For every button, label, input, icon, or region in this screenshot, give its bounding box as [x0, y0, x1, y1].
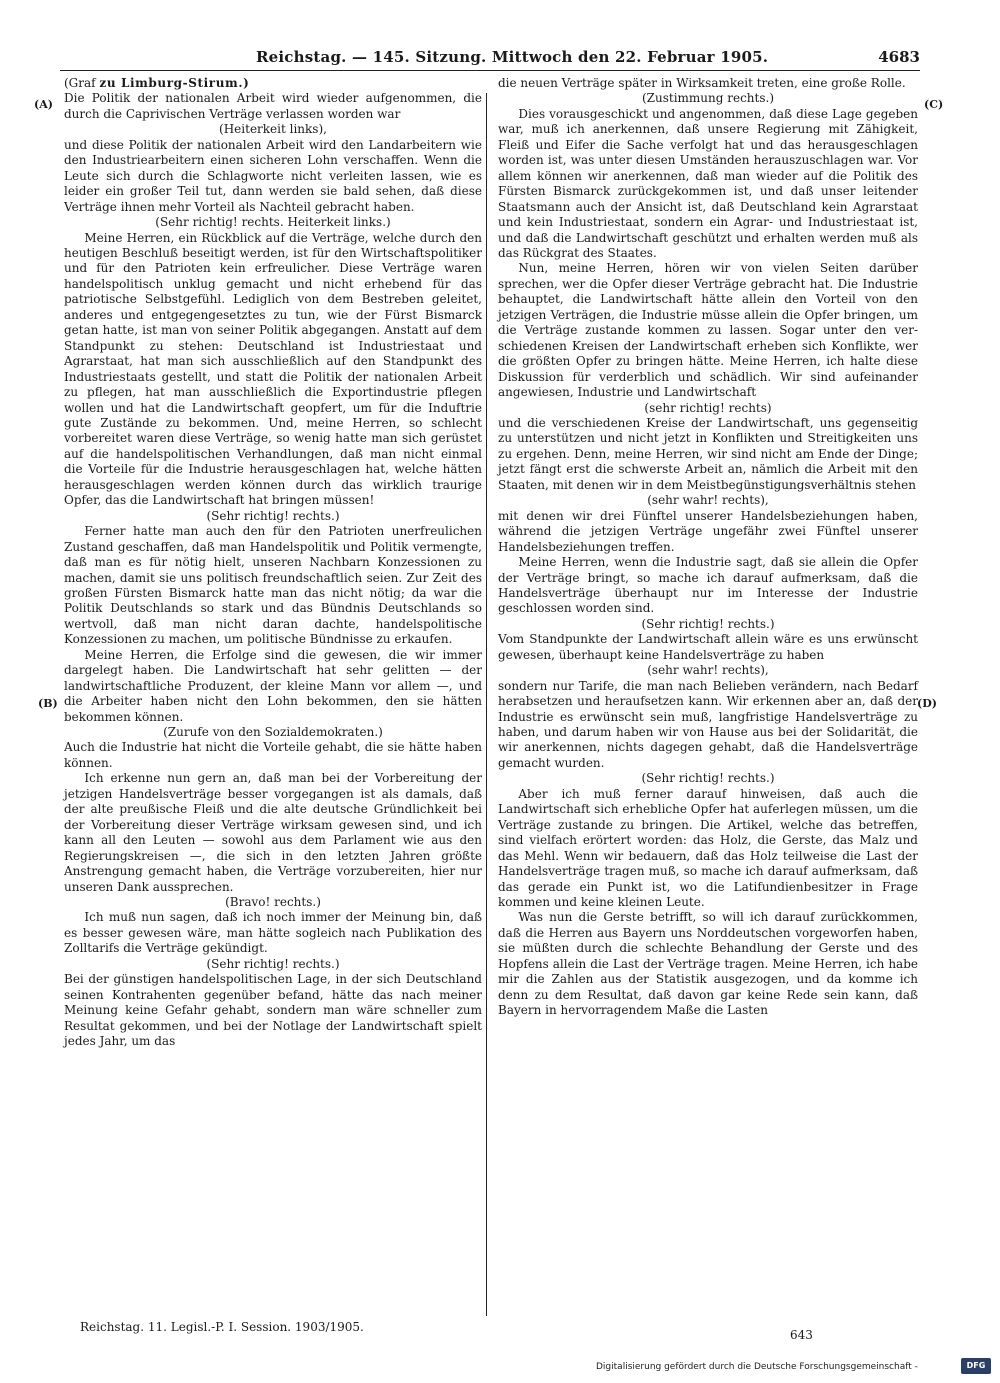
- interjection: (Sehr richtig! rechts.): [206, 508, 340, 523]
- margin-marker-d: (D): [917, 697, 937, 710]
- interjection: (sehr wahr! rechts),: [647, 493, 769, 508]
- interjection: (Sehr richtig! rechts.): [641, 771, 775, 786]
- paragraph: und die verschiedenen Kreise der Landwirtschaft, uns gegenseitig zu unterstützen und nicht jetzt in Konflikten und Streitigkeiten uns zu ergehen. Denn, meine Herren, wir sind nicht am Ende der Dinge; jetzt fängt erst die schwerste Arbeit an, nämlich die Arbeit mit den Staaten, mit denen wir in dem Meistbegünstigungsverhältnis stehen: [498, 415, 918, 492]
- paragraph: die neuen Verträge später in Wirksamkeit treten, eine große Rolle.: [498, 76, 906, 90]
- interjection: (Sehr richtig! rechts.): [641, 616, 775, 631]
- paragraph: Meine Herren, ein Rückblick auf die Verträge, welche durch den heutigen Beschluß beseitigt werden, ist für den Wirtschaftspolitiker und für den Patrioten kein erfreulicher. Diese Verträge waren handelspolitisch unklug gemacht und nicht erhebend für das patriotische Selbstgefühl. Lediglich von dem Bestreben geleitet, anderes und entgegengesetztes zu tun, wie der Fürst Bismarck getan hatte, ist man von seiner Politik abgegangen. Anstatt auf dem Standpunkt zu stehen: Deutschland ist Industriestaat und Agrarstaat, hat man sich ausschließlich auf den Standpunkt des Industriestaats gestellt, und statt die Politik der nationalen Arbeit zu pflegen, hat man ausschließlich die Exportindustrie pflegen wollen und hat die Landwirtschaft geopfert, um für die Induftrie gute Zustände zu bekommen. Und, meine Herren, so schlecht vorbereitet waren diese Verträge, so wenig hatte man sich gerüstet auf die handelspolitischen Verhandlungen, daß man nicht einmal die Vorteile für die Industrie herausgeschlagen hat, welche hätten herausgeschlagen werden können durch das wirklich traurige Opfer, das die Landwirtschaft hat bringen müssen!: [64, 230, 482, 508]
- speaker-prefix: (Graf: [64, 76, 100, 90]
- paragraph: mit denen wir drei Fünftel unserer Handelsbeziehungen haben, während die jetzigen Verträge ungefähr zwei Fünftel unserer Handelsbeziehungen treffen.: [498, 508, 918, 554]
- dfg-logo-text: DFG: [966, 1361, 986, 1370]
- interjection: (sehr wahr! rechts),: [647, 663, 769, 678]
- paragraph: Die Politik der nationalen Arbeit wird wieder aufgenommen, die durch die Caprivischen Verträge verlassen worden war: [64, 91, 482, 121]
- paragraph: und diese Politik der nationalen Arbeit wird den Landarbeitern wie den Industriearbeitern einen sicheren Lohn verschaffen. Wenn die Leute sich durch die Schlagworte nicht verleiten lassen, wie es leider ein großer Teil tut, dann werden sie bald sehen, daß diese Verträge ihnen mehr Vorteil als Nachteil gebracht haben.: [64, 137, 482, 214]
- right-column: [498, 76, 918, 1019]
- paragraph: Auch die Industrie hat nicht die Vorteile gehabt, die sie hätte haben können.: [64, 740, 482, 770]
- interjection: (Zurufe von den Sozialdemokraten.): [163, 725, 383, 740]
- margin-marker-b: (B): [38, 697, 58, 710]
- page-number: 4683: [878, 48, 920, 66]
- column-divider: [486, 93, 487, 1316]
- paragraph: Ich muß nun sagen, daß ich noch immer der Meinung bin, daß es besser gewesen wäre, man hätte sogleich nach Publikation des Zolltarifs die Verträge gekündigt.: [64, 910, 482, 956]
- footer-signature: Reichstag. 11. Legisl.-P. I. Session. 1903/1905.: [80, 1320, 364, 1334]
- paragraph: Aber ich muß ferner darauf hinweisen, daß auch die Landwirtschaft sich erhebliche Opfer hat auferlegen müssen, um die Verträge zustande zu bringen. Die Artikel, welche das betreffen, sind vielfach erörtert worden: das Holz, die Gerste, das Malz und das Mehl. Wenn wir bedauern, daß das Holz teilweise die Last der Handelsverträge tragen muß, so mache ich darauf aufmerksam, daß das gerade ein Punkt ist, wo die Latifundienbesitzer in Frage kommen und keine kleinen Leute.: [498, 786, 918, 910]
- paragraph: Bei der günstigen handelspolitischen Lage, in der sich Deutschland seinen Kontrahenten gegenüber befand, hätte das nach meiner Meinung keine Gefahr gehabt, sondern man wäre schneller zum Resultat gekommen, und bei der Notlage der Landwirtschaft spielt jedes Jahr, um das: [64, 972, 482, 1049]
- paragraph: Ferner hatte man auch den für den Patrioten unerfreulichen Zustand geschaffen, daß man Handelspolitik und Politik vermengte, daß man es für nötig hielt, unseren Nachbarn Konzessionen zu machen, damit sie uns politisch freundschaftlich seien. Zur Zeit des großen Fürsten Bismarck hatte man das nicht nötig; da war die Politik Deutschlands so stark und das Bündnis Deutschlands so wertvoll, daß man nicht daran dachte, handelspolitische Konzessionen zu machen, um politische Bündnisse zu erkaufen.: [64, 524, 482, 647]
- interjection: (Sehr richtig! rechts. Heiterkeit links.): [155, 215, 391, 230]
- paragraph: Ich erkenne nun gern an, daß man bei der Vorbereitung der jetzigen Handelsverträge besser vorgegangen ist als damals, daß der alte preußische Fleiß und die alte deutsche Gründlichkeit bei der Vorbereitung dieser Verträge wirksam gewesen sind, und ich kann all den Leuten — sowohl aus dem Parlament wie aus den Regierungskreisen —, die sich in den letzten Jahren größte Anstrengung gemacht haben, die Verträge vorzubereiten, hier nur unseren Dank aussprechen.: [64, 771, 482, 894]
- paragraph: Meine Herren, die Erfolge sind die gewesen, die wir immer dargelegt haben. Die Landwirtschaft hat sehr gelitten — der landwirtschaftliche Produzent, der kleine Mann vor allem —, und die Arbeiter haben nicht den Lohn bekommen, den sie hätten bekommen können.: [64, 647, 482, 724]
- header-title: Reichstag. — 145. Sitzung. Mittwoch den 22. Februar 1905.: [256, 48, 769, 66]
- paragraph: Nun, meine Herren, hören wir von vielen Seiten darüber sprechen, wer die Opfer dieser Verträge gebracht hat. Die Industrie behauptet, die Landwirtschaft hätte allein den Vorteil von den jetzigen Verträgen, die Industrie müsse allein die Opfer bringen, um die Verträge zustande kommen zu lassen. Sogar unter den verschiedenen Kreisen der Landwirtschaft erheben sich Konflikte, wer die größten Opfer zu bringen hätte. Meine Herren, ich halte diese Diskussion für verderblich und schädlich. Wir sind aufeinander angewiesen, Industrie und Landwirtschaft: [498, 261, 918, 400]
- paragraph: Vom Standpunkte der Landwirtschaft allein wäre es uns erwünscht gewesen, überhaupt keine Handelsverträge zu haben: [498, 632, 918, 662]
- running-header: [60, 48, 920, 71]
- interjection: (Zustimmung rechts.): [641, 91, 775, 106]
- speaker-line: [64, 76, 482, 91]
- digitization-credit: Digitalisierung gefördert durch die Deutsche Forschungsgemeinschaft -: [596, 1362, 918, 1372]
- paragraph: Was nun die Gerste betrifft, so will ich darauf zurückkommen, daß die Herren aus Bayern uns Norddeutschen vorgeworfen haben, sie müßten durch die schlechte Behandlung der Gerste und des Hopfens allein die Last der Verträge tragen. Meine Herren, ich habe mir die Zahlen aus der Statistik ausgezogen, und da komme ich denn zu dem Resultat, daß davon gar keine Rede sein kann, daß Bayern in hervorragendem Maße die Lasten: [498, 910, 918, 1018]
- dfg-logo-icon: [961, 1358, 991, 1374]
- margin-marker-c: (C): [924, 98, 944, 111]
- interjection: (Bravo! rechts.): [225, 895, 321, 910]
- left-column: [64, 76, 482, 1050]
- sheet-number: 643: [790, 1328, 813, 1342]
- interjection: (Heiterkeit links),: [219, 122, 327, 137]
- paragraph: sondern nur Tarife, die man nach Belieben verändern, nach Bedarf herabsetzen und heraufsetzen kann. Wir erkennen aber an, daß der Industrie es erwünscht sein muß, langfristige Handelsverträge zu haben, und darum haben wir von Hause aus bei der Solidarität, die wir anerkennen, nichts dagegen gehabt, daß die Handelsverträge gemacht wurden.: [498, 678, 918, 770]
- speaker-name: zu Limburg-Stirum.): [99, 76, 250, 90]
- interjection: (Sehr richtig! rechts.): [206, 956, 340, 971]
- interjection: (sehr richtig! rechts): [644, 400, 772, 415]
- paragraph: Dies vorausgeschickt und angenommen, daß diese Lage gegeben war, muß ich anerkennen, daß unsere Regierung mit Zähigkeit, Fleiß und Eifer die Sache verfolgt hat und das herausgeschlagen worden ist, was unter diesen Umständen herauszuschlagen war. Vor allem können wir anerkennen, daß man wieder auf die Politik des Fürsten Bismarck zurückgekommen ist, und daß unser leitender Staatsmann auch der Ansicht ist, daß Deutschland kein Agrarstaat und kein Industriestaat, sondern ein Agrar- und Industriestaat ist, und daß die Landwirtschaft geschützt und erhalten werden muß als das Rückgrat des Staates.: [498, 106, 918, 260]
- paragraph: Meine Herren, wenn die Industrie sagt, daß sie allein die Opfer der Verträge bringt, so mache ich darauf aufmerksam, daß die Handelsverträge überhaupt nur im Interesse der Industrie geschlossen worden sind.: [498, 555, 918, 616]
- margin-marker-a: (A): [34, 98, 53, 111]
